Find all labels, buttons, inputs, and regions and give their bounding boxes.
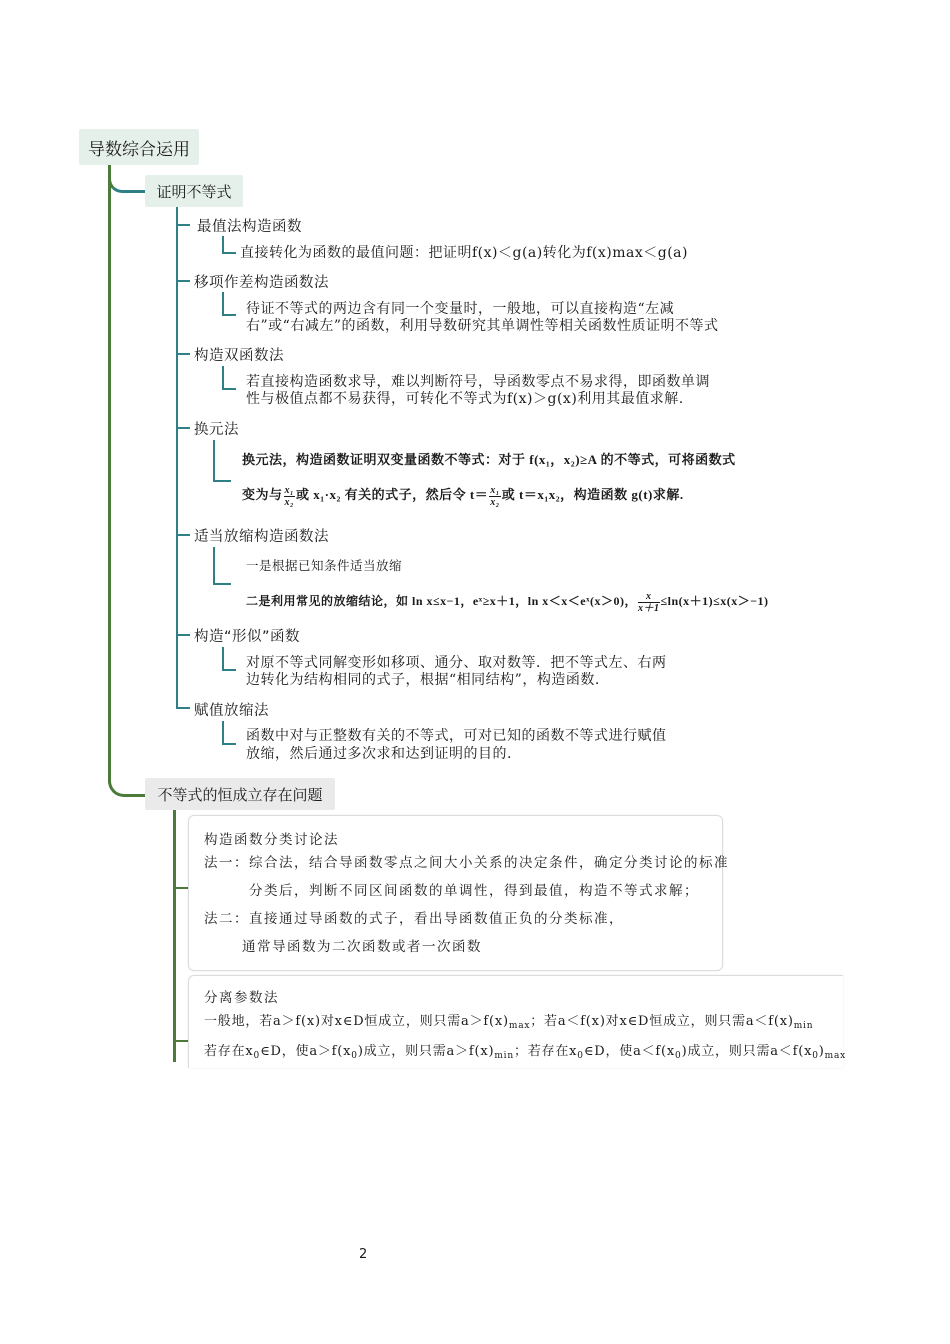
panel1-line: 通常导函数为二次函数或者一次函数	[242, 939, 482, 955]
desc-text: 变为与	[242, 487, 283, 502]
trunk-elbow-1	[108, 170, 145, 193]
method-desc: 若直接构造函数求导，难以判断符号，导函数零点不易求得，即函数单调	[246, 374, 710, 390]
method-desc: 对原不等式同解变形如移项、通分、取对数等．把不等式左、右两	[246, 655, 667, 671]
method-desc: 边转化为结构相同的式子，根据“相同结构”，构造函数.	[246, 672, 600, 688]
page-number: 2	[359, 1247, 368, 1262]
method-title: 移项作差构造函数法	[194, 275, 329, 291]
method-connector	[176, 634, 190, 636]
subscript: min	[793, 1021, 814, 1031]
text: ∈D，使a＜f(x	[583, 1044, 676, 1059]
method-connector	[176, 534, 190, 536]
subscript: 0	[351, 1051, 358, 1061]
branch1-title-box	[145, 175, 243, 207]
method-desc: 函数中对与正整数有关的不等式，可对已知的函数不等式进行赋值	[246, 728, 667, 744]
root-title: 导数综合运用	[88, 139, 190, 160]
method-connector	[176, 353, 190, 355]
fraction-denominator: x＋1	[638, 602, 660, 614]
method-connector	[176, 707, 190, 709]
branch2-title-box	[145, 778, 335, 810]
fraction	[638, 591, 660, 614]
method-connector	[176, 280, 190, 282]
text: ∈D，使a＞f(x	[260, 1044, 352, 1059]
desc-elbow	[222, 647, 236, 671]
desc-elbow	[222, 292, 236, 316]
desc-elbow	[213, 440, 231, 482]
fraction-numerator: x₁	[490, 484, 500, 496]
branch2-connector	[173, 1040, 189, 1042]
branch2-connector	[173, 887, 189, 889]
subscript: max	[508, 1021, 531, 1031]
trunk-line	[108, 165, 111, 785]
fraction-numerator: x	[638, 591, 660, 603]
panel2-line1	[204, 1013, 813, 1035]
subscript: min	[494, 1051, 514, 1061]
desc-elbow	[213, 547, 231, 585]
text: ；若存在x	[513, 1044, 578, 1059]
branch2-title: 不等式的恒成立存在问题	[157, 785, 323, 804]
desc-elbow	[222, 366, 236, 390]
method-connector	[176, 427, 190, 429]
text: ；若a＜f(x)对x∈D恒成立，则只需a＜f(x)	[530, 1014, 794, 1029]
method-desc-line	[242, 482, 684, 508]
fraction-denominator: x₂	[284, 496, 295, 508]
method-desc-line	[246, 588, 769, 614]
method-desc: 性与极值点都不易获得，可转化不等式为f(x)＞g(x)利用其最值求解.	[246, 391, 684, 407]
fraction	[489, 485, 501, 508]
fraction	[284, 485, 296, 508]
desc-elbow	[222, 721, 236, 745]
panel1-line: 法二：直接通过导函数的式子，看出导函数值正负的分类标准，	[204, 911, 624, 927]
subscript: 0	[253, 1051, 261, 1061]
method-desc: 放缩，然后通过多次求和达到证明的目的.	[246, 746, 512, 762]
branch1-title: 证明不等式	[156, 182, 232, 201]
method-desc: 直接转化为函数的最值问题：把证明f(x)＜g(a)转化为f(x)max＜g(a)	[240, 245, 688, 261]
text: )成立，则只需a＞f(x)	[357, 1044, 495, 1059]
method-desc: 一是根据已知条件适当放缩	[246, 559, 403, 573]
desc-text: 二是利用常见的放缩结论，如 ln x≤x−1，eˣ≥x＋1，ln x＜x＜eˣ(x＞0)，	[246, 594, 638, 608]
trunk-elbow-2	[108, 772, 145, 797]
fraction-numerator: x₁	[284, 484, 295, 496]
text: 若存在x	[204, 1044, 254, 1059]
panel1-line: 法一：综合法，结合导函数零点之间大小关系的决定条件，确定分类讨论的标准	[204, 855, 729, 871]
method-desc: 右”或“右减左”的函数，利用导数研究其单调性等相关函数性质证明不等式	[246, 318, 719, 334]
subscript: max	[824, 1051, 847, 1061]
method-title: 构造“形似”函数	[194, 629, 301, 645]
desc-text: 或 t＝x₁x₂，构造函数 g(t)求解.	[501, 487, 684, 502]
text: )成立，则只需a＜f(x	[681, 1044, 813, 1059]
method-title: 换元法	[194, 422, 239, 438]
panel2-title: 分离参数法	[204, 990, 279, 1006]
text: )	[818, 1044, 825, 1059]
desc-text: 或 x₁·x₂ 有关的式子，然后令 t＝	[296, 487, 489, 502]
method-title: 赋值放缩法	[194, 703, 269, 719]
root-title-box	[79, 129, 199, 165]
text: 一般地，若a＞f(x)对x∈D恒成立，则只需a＞f(x)	[204, 1014, 509, 1029]
panel1-line: 分类后，判断不同区间函数的单调性，得到最值，构造不等式求解；	[249, 883, 699, 899]
method-desc: 换元法，构造函数证明双变量函数不等式：对于 f(x₁，x₂)≥A 的不等式，可将函数式	[242, 452, 736, 467]
method-title: 适当放缩构造函数法	[194, 529, 329, 545]
subscript: 0	[577, 1051, 584, 1061]
branch2-line	[173, 810, 176, 1062]
panel1-title: 构造函数分类讨论法	[204, 832, 339, 848]
fraction-denominator: x₂	[490, 496, 500, 508]
method-desc: 待证不等式的两边含有同一个变量时，一般地，可以直接构造“左减	[246, 301, 675, 317]
desc-elbow	[222, 236, 236, 254]
method-title: 最值法构造函数	[197, 219, 302, 235]
subscript: 0	[675, 1051, 682, 1061]
panel2-line2	[204, 1043, 846, 1065]
subscript: 0	[812, 1051, 819, 1061]
desc-text: ≤ln(x＋1)≤x(x＞−1)	[660, 594, 769, 608]
method-title: 构造双函数法	[194, 348, 284, 364]
method-connector	[176, 224, 190, 226]
